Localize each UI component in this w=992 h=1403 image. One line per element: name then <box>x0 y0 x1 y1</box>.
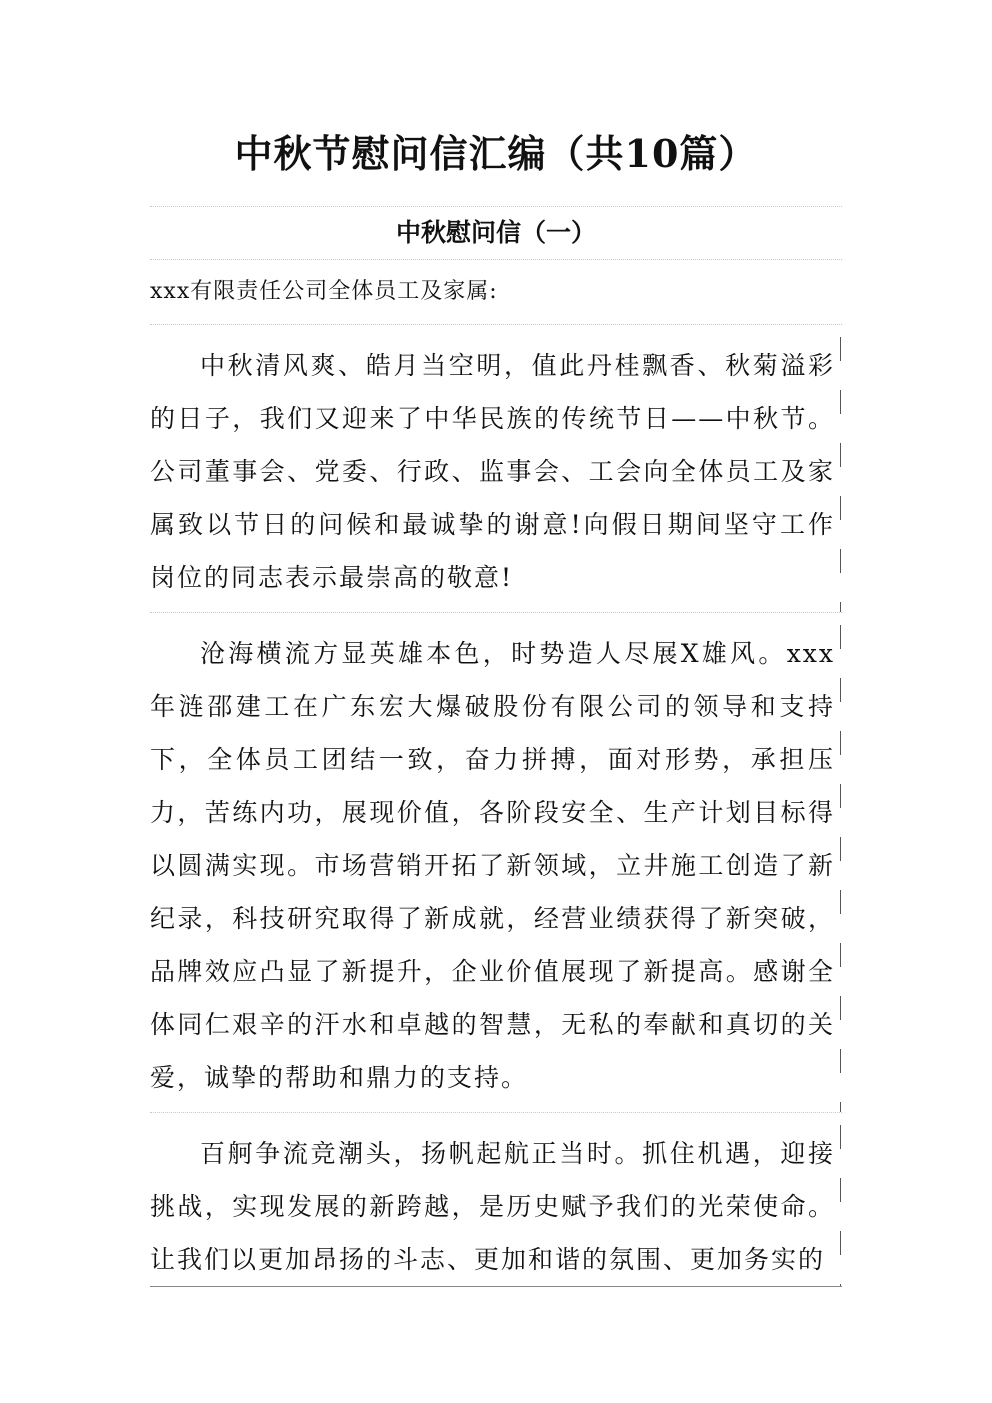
salutation: xxx有限责任公司全体员工及家属: <box>150 279 498 304</box>
paragraph: 百舸争流竞潮头，扬帆起航正当时。抓住机遇，迎接挑战，实现发展的新跨越，是历史赋予我们的光荣使命。让我们以更加昂扬的斗志、更加和谐的氛围、更加务实的 <box>150 1113 842 1286</box>
document-body <box>150 206 842 1287</box>
document-title: 中秋节慰问信汇编（共10篇） <box>234 131 758 176</box>
section-title: 中秋慰问信（一） <box>395 218 596 247</box>
paragraph: 中秋清风爽、皓月当空明，值此丹桂飘香、秋菊溢彩的日子，我们又迎来了中华民族的传统节日——中秋节。公司董事会、党委、行政、监事会、工会向全体员工及家属致以节日的问候和最诚挚的谢意!向假日期间坚守工作岗位的同志表示最崇高的敬意! <box>150 325 842 612</box>
paragraph: 沧海横流方显英雄本色，时势造人尽展X雄风。xxx年涟邵建工在广东宏大爆破股份有限公司的领导和支持下，全体员工团结一致，奋力拼搏，面对形势，承担压力，苦练内功，展现价值，各阶段安全、生产计划目标得以圆满实现。市场营销开拓了新领域，立井施工创造了新纪录，科技研究取得了新成就，经营业绩获得了新突破，品牌效应凸显了新提升，企业价值展现了新提高。感谢全体同仁艰辛的汗水和卓越的智慧，无私的奉献和真切的关爱，诚挚的帮助和鼎力的支持。 <box>150 613 842 1112</box>
page-bottom-rule <box>150 1286 842 1287</box>
